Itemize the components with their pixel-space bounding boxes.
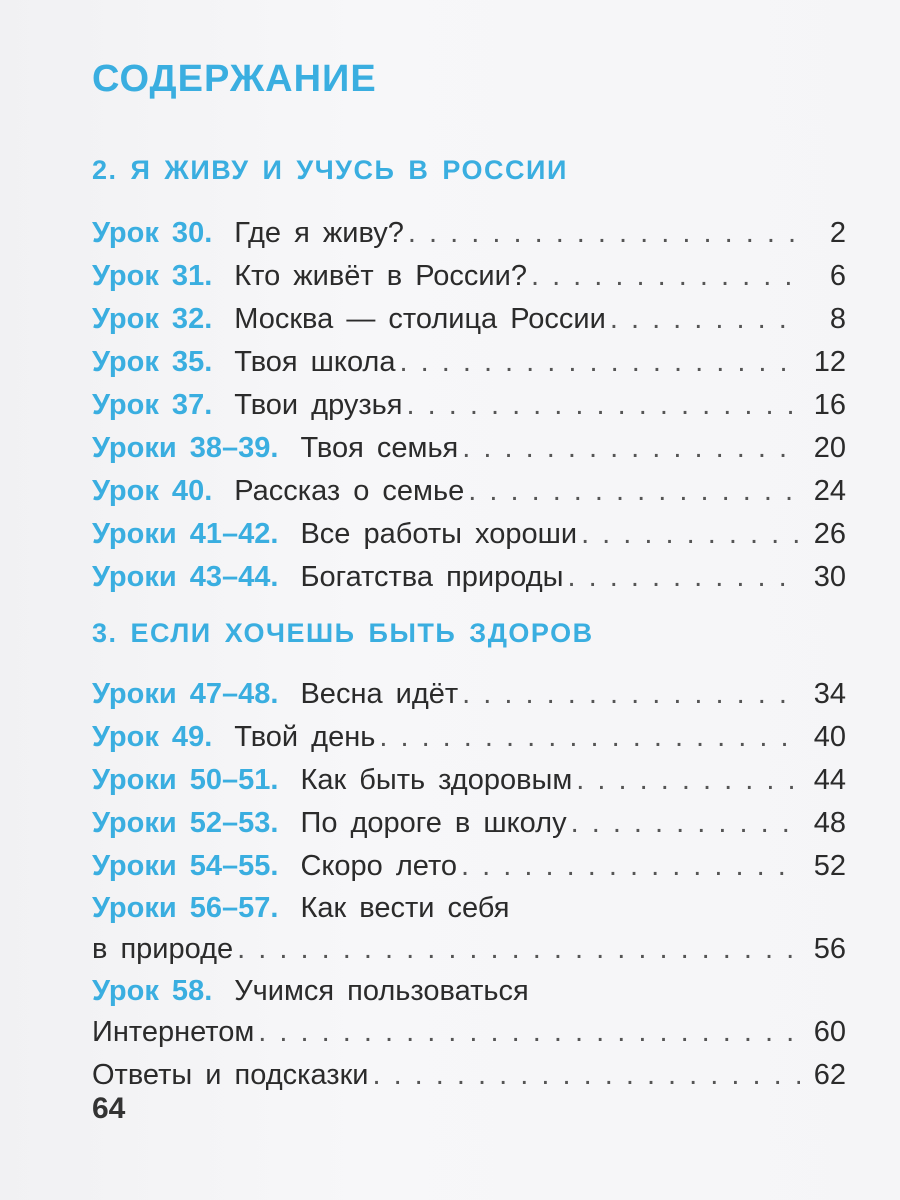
lesson-number: Урок 37. (92, 389, 213, 421)
page-title: СОДЕРЖАНИЕ (92, 58, 377, 100)
lesson-number: Уроки 41–42. (92, 518, 279, 550)
lesson-title: Кто живёт в России? (234, 260, 527, 292)
page-ref: 56 (813, 933, 846, 965)
toc-entry[interactable] (92, 427, 846, 470)
toc-entry[interactable] (92, 255, 846, 298)
page-ref: 8 (829, 303, 846, 335)
dot-leader (408, 212, 800, 255)
lesson-title: Москва — столица России (234, 303, 606, 335)
lesson-title: Твоя школа (234, 346, 396, 378)
dot-leader (399, 341, 800, 384)
lesson-number: Уроки 38–39. (92, 432, 279, 464)
lesson-number: Уроки 52–53. (92, 807, 279, 839)
dot-leader (258, 1011, 800, 1054)
dot-leader (571, 802, 800, 845)
lesson-title: Ответы и подсказки (92, 1059, 369, 1091)
toc-entry[interactable] (92, 802, 846, 845)
dot-leader (576, 759, 800, 802)
page-ref: 2 (829, 217, 846, 249)
lesson-number: Уроки 50–51. (92, 764, 279, 796)
lesson-title: Как вести себя (300, 892, 510, 924)
page-ref: 24 (813, 475, 846, 507)
page-ref: 34 (813, 678, 846, 710)
dot-leader (372, 1054, 800, 1097)
page-ref: 16 (813, 389, 846, 421)
lesson-title: Все работы хороши (300, 518, 578, 550)
toc-entry-line-1 (92, 971, 846, 1011)
toc-entry[interactable] (92, 556, 846, 599)
section-heading-3: 3. ЕСЛИ ХОЧЕШЬ БЫТЬ ЗДОРОВ (92, 618, 594, 648)
page-ref: 48 (813, 807, 846, 839)
toc-entry[interactable] (92, 888, 846, 971)
page-ref: 62 (813, 1059, 846, 1091)
dot-leader (462, 673, 800, 716)
dot-leader (462, 427, 800, 470)
toc-entry[interactable] (92, 759, 846, 802)
toc-entry[interactable] (92, 845, 846, 888)
toc-entry[interactable] (92, 1054, 846, 1097)
toc-list-section-3 (92, 673, 846, 1097)
lesson-number: Уроки 56–57. (92, 892, 279, 924)
page-ref: 20 (813, 432, 846, 464)
dot-leader (379, 716, 800, 759)
lesson-title: По дороге в школу (300, 807, 567, 839)
lesson-number: Урок 35. (92, 346, 213, 378)
dot-leader (468, 470, 800, 513)
dot-leader (407, 384, 801, 427)
lesson-title: Скоро лето (300, 850, 458, 882)
toc-entry[interactable] (92, 673, 846, 716)
toc-entry-line-2 (92, 928, 846, 971)
lesson-title: Как быть здоровым (300, 764, 573, 796)
section-heading-2: 2. Я ЖИВУ И УЧУСЬ В РОССИИ (92, 155, 568, 185)
lesson-number: Урок 58. (92, 975, 213, 1007)
lesson-title: Твои друзья (234, 389, 403, 421)
lesson-number: Урок 40. (92, 475, 213, 507)
page-ref: 40 (813, 721, 846, 753)
dot-leader (567, 556, 800, 599)
lesson-title: Рассказ о семье (234, 475, 465, 507)
toc-entry[interactable] (92, 384, 846, 427)
lesson-title: Твоя семья (300, 432, 459, 464)
toc-entry[interactable] (92, 513, 846, 556)
dot-leader (610, 298, 800, 341)
toc-entry-line-1 (92, 888, 846, 928)
toc-entry[interactable] (92, 716, 846, 759)
toc-entry[interactable] (92, 298, 846, 341)
toc-entry[interactable] (92, 212, 846, 255)
lesson-number: Урок 32. (92, 303, 213, 335)
page-number: 64 (92, 1092, 126, 1125)
toc-entry[interactable] (92, 470, 846, 513)
toc-list-section-2 (92, 212, 846, 599)
lesson-number: Уроки 54–55. (92, 850, 279, 882)
dot-leader (461, 845, 800, 888)
page-ref: 60 (813, 1016, 846, 1048)
page-ref: 30 (813, 561, 846, 593)
lesson-number: Уроки 43–44. (92, 561, 279, 593)
dot-leader (531, 255, 800, 298)
dot-leader (581, 513, 800, 556)
page-ref: 6 (829, 260, 846, 292)
toc-entry[interactable] (92, 341, 846, 384)
lesson-title: Учимся пользоваться (234, 975, 529, 1007)
toc-entry[interactable] (92, 971, 846, 1054)
lesson-title: Твой день (234, 721, 376, 753)
dot-leader (237, 928, 800, 971)
lesson-number: Урок 49. (92, 721, 213, 753)
lesson-title: Богатства природы (300, 561, 564, 593)
lesson-number: Уроки 47–48. (92, 678, 279, 710)
lesson-title-continued: в природе (92, 933, 234, 965)
toc-entry-line-2 (92, 1011, 846, 1054)
lesson-number: Урок 31. (92, 260, 213, 292)
lesson-title: Весна идёт (300, 678, 459, 710)
lesson-title-continued: Интернетом (92, 1016, 255, 1048)
lesson-title: Где я живу? (234, 217, 404, 249)
page-ref: 12 (813, 346, 846, 378)
lesson-number: Урок 30. (92, 217, 213, 249)
page-ref: 52 (813, 850, 846, 882)
page-ref: 44 (813, 764, 846, 796)
page-ref: 26 (813, 518, 846, 550)
